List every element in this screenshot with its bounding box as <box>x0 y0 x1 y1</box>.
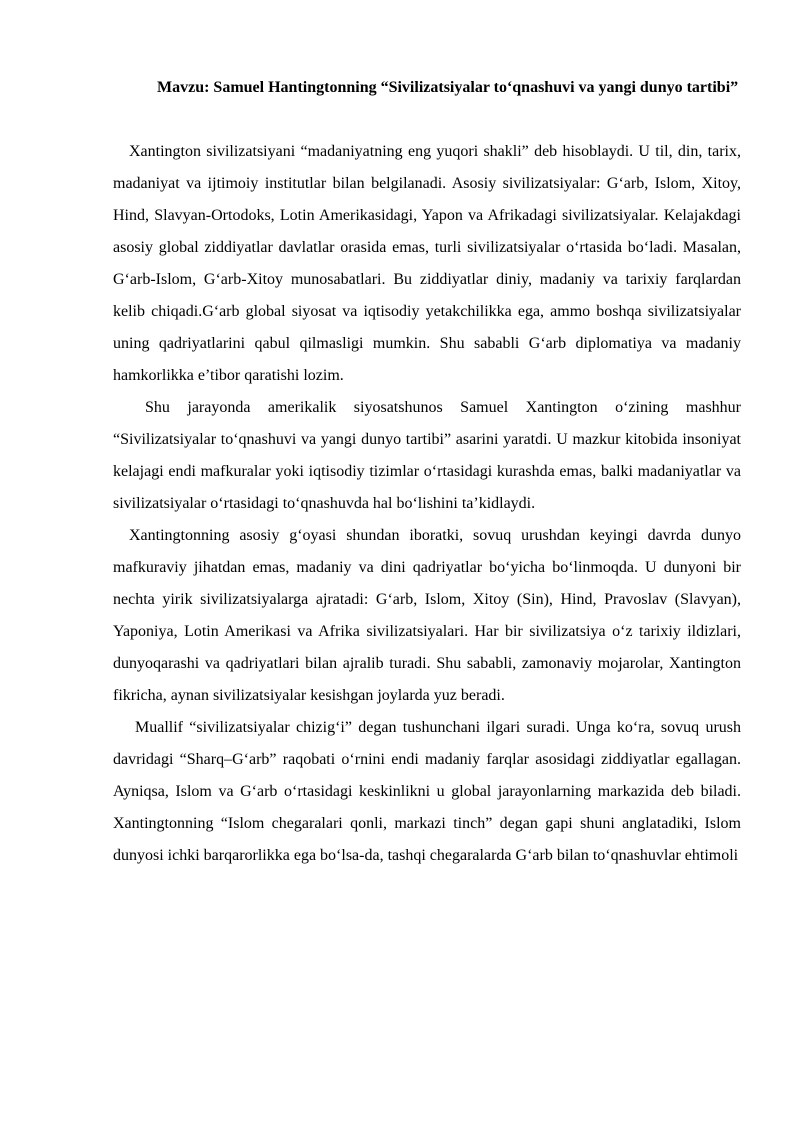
document-title: Mavzu: Samuel Hantingtonning “Sivilizatsiyalar to‘qnashuvi va yangi dunyo tartibi” <box>157 79 739 96</box>
paragraph-2: Shu jarayonda amerikalik siyosatshunos Samuel Xantington o‘zining mashhur “Sivilizatsiyalar to‘qnashuvi va yangi dunyo tartibi” asarini yaratdi. U mazkur kitobida insoniyat kelajagi endi mafkuralar yoki iqtisodiy tizimlar o‘rtasidagi kurashda emas, balki madaniyatlar va sivilizatsiyalar o‘rtasidagi to‘qnashuvda hal bo‘lishini ta’kidlaydi. <box>113 399 741 512</box>
paragraph-1: Xantington sivilizatsiyani “madaniyatning eng yuqori shakli” deb hisoblaydi. U til, din, tarix, madaniyat va ijtimoiy institutlar bilan belgilanadi. Asosiy sivilizatsiyalar: G‘arb, Islom, Xitoy, Hind, Slavyan-Ortodoks, Lotin Amerikasidagi, Yapon va Afrikadagi sivilizatsiyalar. Kelajakdagi asosiy global ziddiyatlar davlatlar orasida emas, turli sivilizatsiyalar o‘rtasida bo‘ladi. Masalan, G‘arb-Islom, G‘arb-Xitoy munosabatlari. Bu ziddiyatlar diniy, madaniy va tarixiy farqlardan kelib chiqadi.G‘arb global siyosat va iqtisodiy yetakchilikka ega, ammo boshqa sivilizatsiyalar uning qadriyatlarini qabul qilmasligi mumkin. Shu sababli G‘arb diplomatiya va madaniy hamkorlikka e’tibor qaratishi lozim. <box>113 143 741 384</box>
paragraph-4: Muallif “sivilizatsiyalar chizig‘i” degan tushunchani ilgari suradi. Unga ko‘ra, sovuq urush davridagi “Sharq–G‘arb” raqobati o‘rnini endi madaniy farqlar asosidagi ziddiyatlar egallagan. Ayniqsa, Islom va G‘arb o‘rtasidagi keskinlikni u global jarayonlarning markazida deb biladi. Xantingtonning “Islom chegaralari qonli, markazi tinch” degan gapi shuni anglatadiki, Islom dunyosi ichki barqarorlikka ega bo‘lsa-da, tashqi chegaralarda G‘arb bilan to‘qnashuvlar ehtimoli <box>113 719 741 864</box>
paragraph-3: Xantingtonning asosiy g‘oyasi shundan iboratki, sovuq urushdan keyingi davrda dunyo mafkuraviy jihatdan emas, madaniy va dini qadriyatlar bo‘yicha bo‘linmoqda. U dunyoni bir nechta yirik sivilizatsiyalarga ajratadi: G‘arb, Islom, Xitoy (Sin), Hind, Pravoslav (Slavyan), Yaponiya, Lotin Amerikasi va Afrika sivilizatsiyalari. Har bir sivilizatsiya o‘z tarixiy ildizlari, dunyoqarashi va qadriyatlari bilan ajralib turadi. Shu sababli, zamonaviy mojarolar, Xantington fikricha, aynan sivilizatsiyalar kesishgan joylarda yuz beradi. <box>113 527 741 704</box>
document-page <box>113 72 741 872</box>
